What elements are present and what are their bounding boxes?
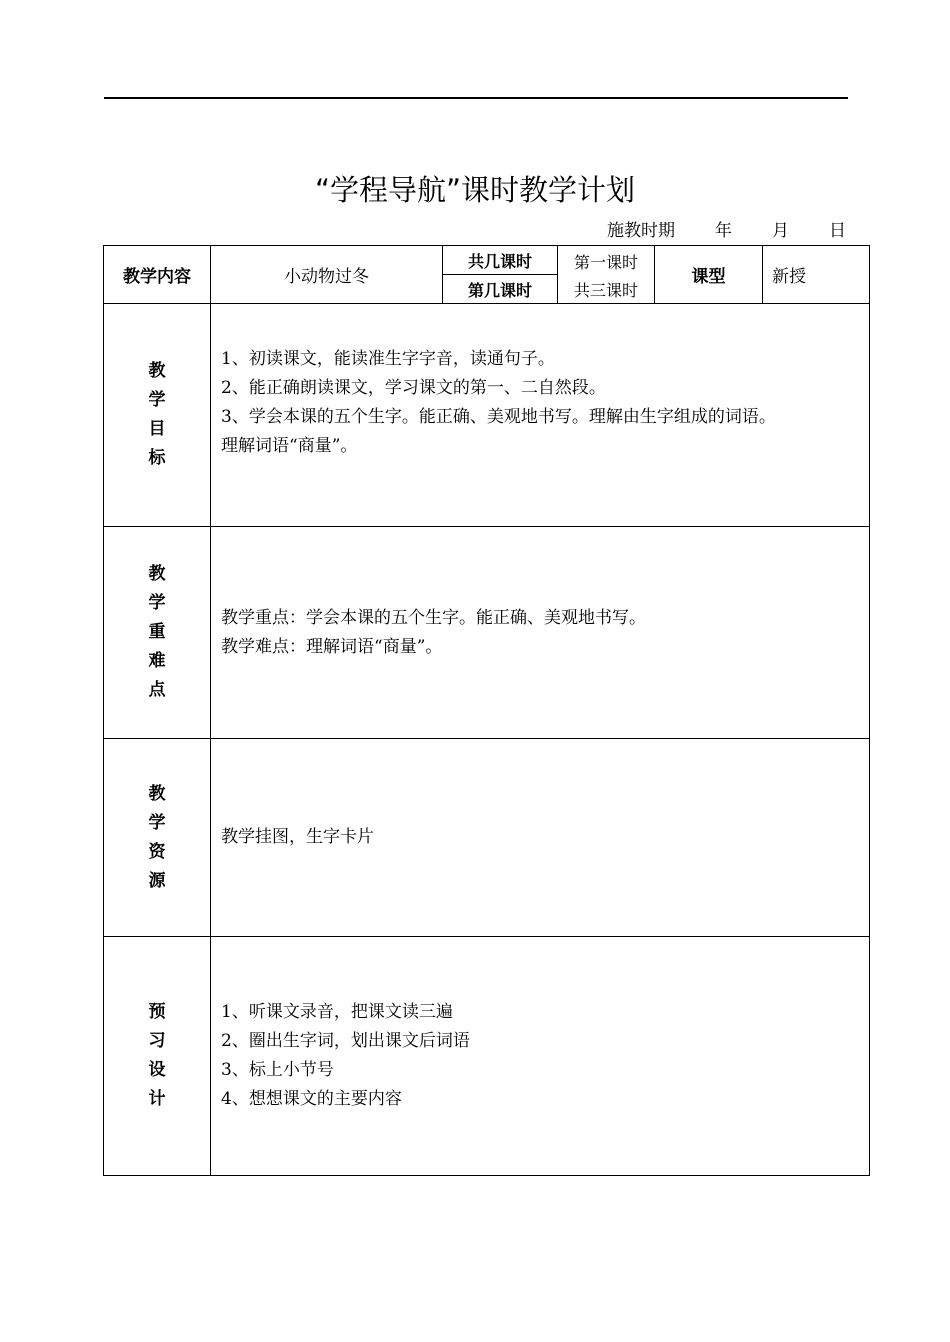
goal-line: 3、学会本课的五个生字。能正确、美观地书写。理解由生字组成的词语。 [221,407,776,427]
grid-line [762,245,763,304]
label-char: 学 [148,390,166,410]
preview-line: 1、听课文录音，把课文读三遍 [221,1002,453,1022]
preview-line: 2、圈出生字词，划出课文后词语 [221,1031,470,1051]
preview-line: 3、标上小节号 [221,1060,334,1080]
lesson-type-value: 新授 [772,267,806,287]
goals-label [104,304,210,526]
goal-line: 理解词语“商量”。 [221,436,358,456]
date-year: 年 [715,221,732,241]
label-char: 教 [148,564,166,584]
label-char: 重 [148,622,166,642]
label-char: 学 [148,593,166,613]
content-label: 教学内容 [123,267,191,287]
goal-line: 2、能正确朗读课文，学习课文的第一、二自然段。 [221,378,606,398]
label-char: 预 [148,1002,166,1022]
key-point-line: 教学重点：学会本课的五个生字。能正确、美观地书写。 [221,607,646,628]
label-char: 目 [148,419,166,439]
label-char: 设 [148,1060,166,1080]
content-value: 小动物过冬 [284,267,369,287]
current-period-value: 第一课时 [573,252,638,272]
resources-content [221,739,861,936]
preview-line: 4、想想课文的主要内容 [221,1089,402,1109]
label-char: 学 [148,812,166,833]
preview-label [104,937,210,1175]
label-char: 计 [148,1089,166,1109]
key-point-line: 教学难点：理解词语“商量”。 [221,636,443,657]
key-points-content [221,527,861,738]
goals-content [221,318,861,488]
label-char: 教 [148,361,166,381]
total-periods-label: 共几课时 [467,251,532,271]
label-char: 源 [148,870,166,891]
document-title: “学程导航”课时教学计划 [314,173,636,207]
date-day: 日 [829,221,846,241]
label-char: 点 [148,680,166,700]
resources-label [104,739,210,936]
lesson-type-label: 课型 [691,267,726,287]
key-points-label [104,527,210,738]
label-char: 标 [148,448,166,468]
preview-content [221,937,861,1175]
total-periods-value: 共三课时 [573,281,638,300]
date-label: 施教时期 [607,221,675,241]
label-char: 资 [148,841,166,862]
grid-line [103,303,870,304]
goal-line: 1、初读课文，能读准生字字音，读通句子。 [221,349,555,369]
current-period-label: 第几课时 [467,280,532,300]
header-rule [104,97,848,99]
date-line [607,220,846,242]
date-month: 月 [772,221,789,241]
label-char: 难 [148,651,166,671]
resource-line: 教学挂图，生字卡片 [221,827,374,847]
label-char: 习 [148,1031,166,1051]
grid-line [210,245,211,1176]
label-char: 教 [148,783,166,804]
